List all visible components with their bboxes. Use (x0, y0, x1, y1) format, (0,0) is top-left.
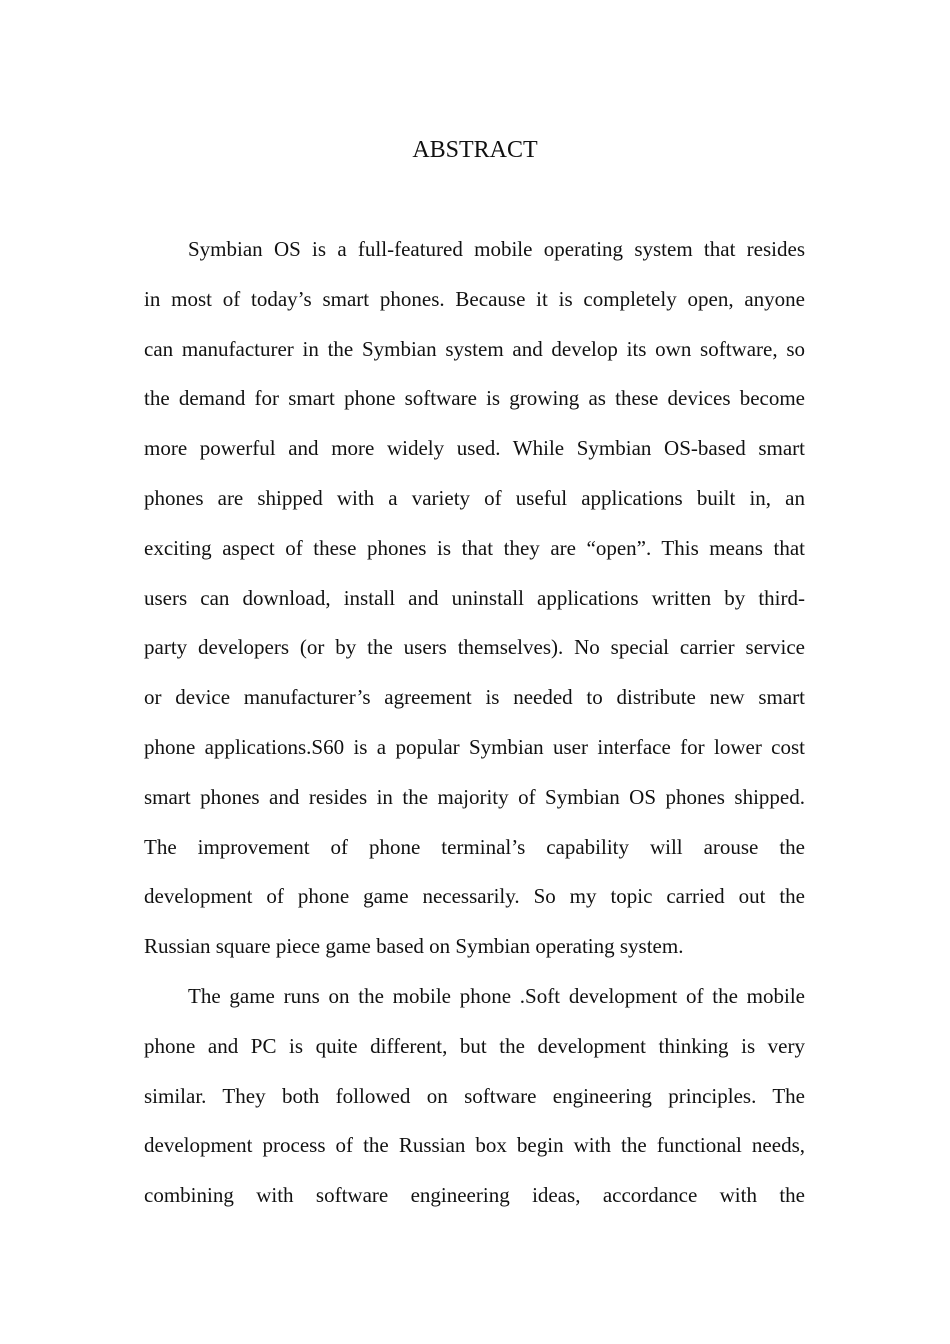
text-line: can manufacturer in the Symbian system and develop its own software, so (144, 336, 805, 361)
text-line: users can download, install and uninstall applications written by third- (144, 585, 805, 610)
text-line: development of phone game necessarily. So my topic carried out the (144, 884, 805, 909)
text-line: party developers (or by the users themselves). No special carrier service (144, 635, 805, 660)
text-line: phone applications.S60 is a popular Symbian user interface for lower cost (144, 734, 805, 759)
text-line: Symbian OS is a full-featured mobile operating system that resides (188, 237, 805, 261)
text-line: The improvement of phone terminal’s capability will arouse the (144, 834, 805, 859)
paragraph-2 (144, 972, 805, 1221)
page-title: ABSTRACT (412, 137, 538, 163)
text-line: development process of the Russian box begin with the functional needs, (144, 1133, 805, 1158)
text-line: more powerful and more widely used. While Symbian OS-based smart (144, 436, 805, 461)
text-line: phone and PC is quite different, but the development thinking is very (144, 1033, 805, 1058)
text-line: similar. They both followed on software engineering principles. The (144, 1083, 805, 1108)
text-line: The game runs on the mobile phone .Soft development of the mobile (188, 983, 805, 1008)
text-line: the demand for smart phone software is growing as these devices become (144, 386, 805, 411)
text-line: exciting aspect of these phones is that they are “open”. This means that (144, 535, 805, 560)
abstract-body (144, 225, 805, 1221)
paragraph-1 (144, 225, 805, 972)
text-line: in most of today’s smart phones. Because it is completely open, anyone (144, 286, 805, 311)
text-line: phones are shipped with a variety of useful applications built in, an (144, 485, 805, 510)
text-line: or device manufacturer’s agreement is needed to distribute new smart (144, 685, 805, 710)
text-line: smart phones and resides in the majority of Symbian OS phones shipped. (144, 784, 805, 809)
text-line: Russian square piece game based on Symbian operating system. (144, 934, 684, 959)
text-line: combining with software engineering ideas, accordance with the (144, 1183, 805, 1208)
